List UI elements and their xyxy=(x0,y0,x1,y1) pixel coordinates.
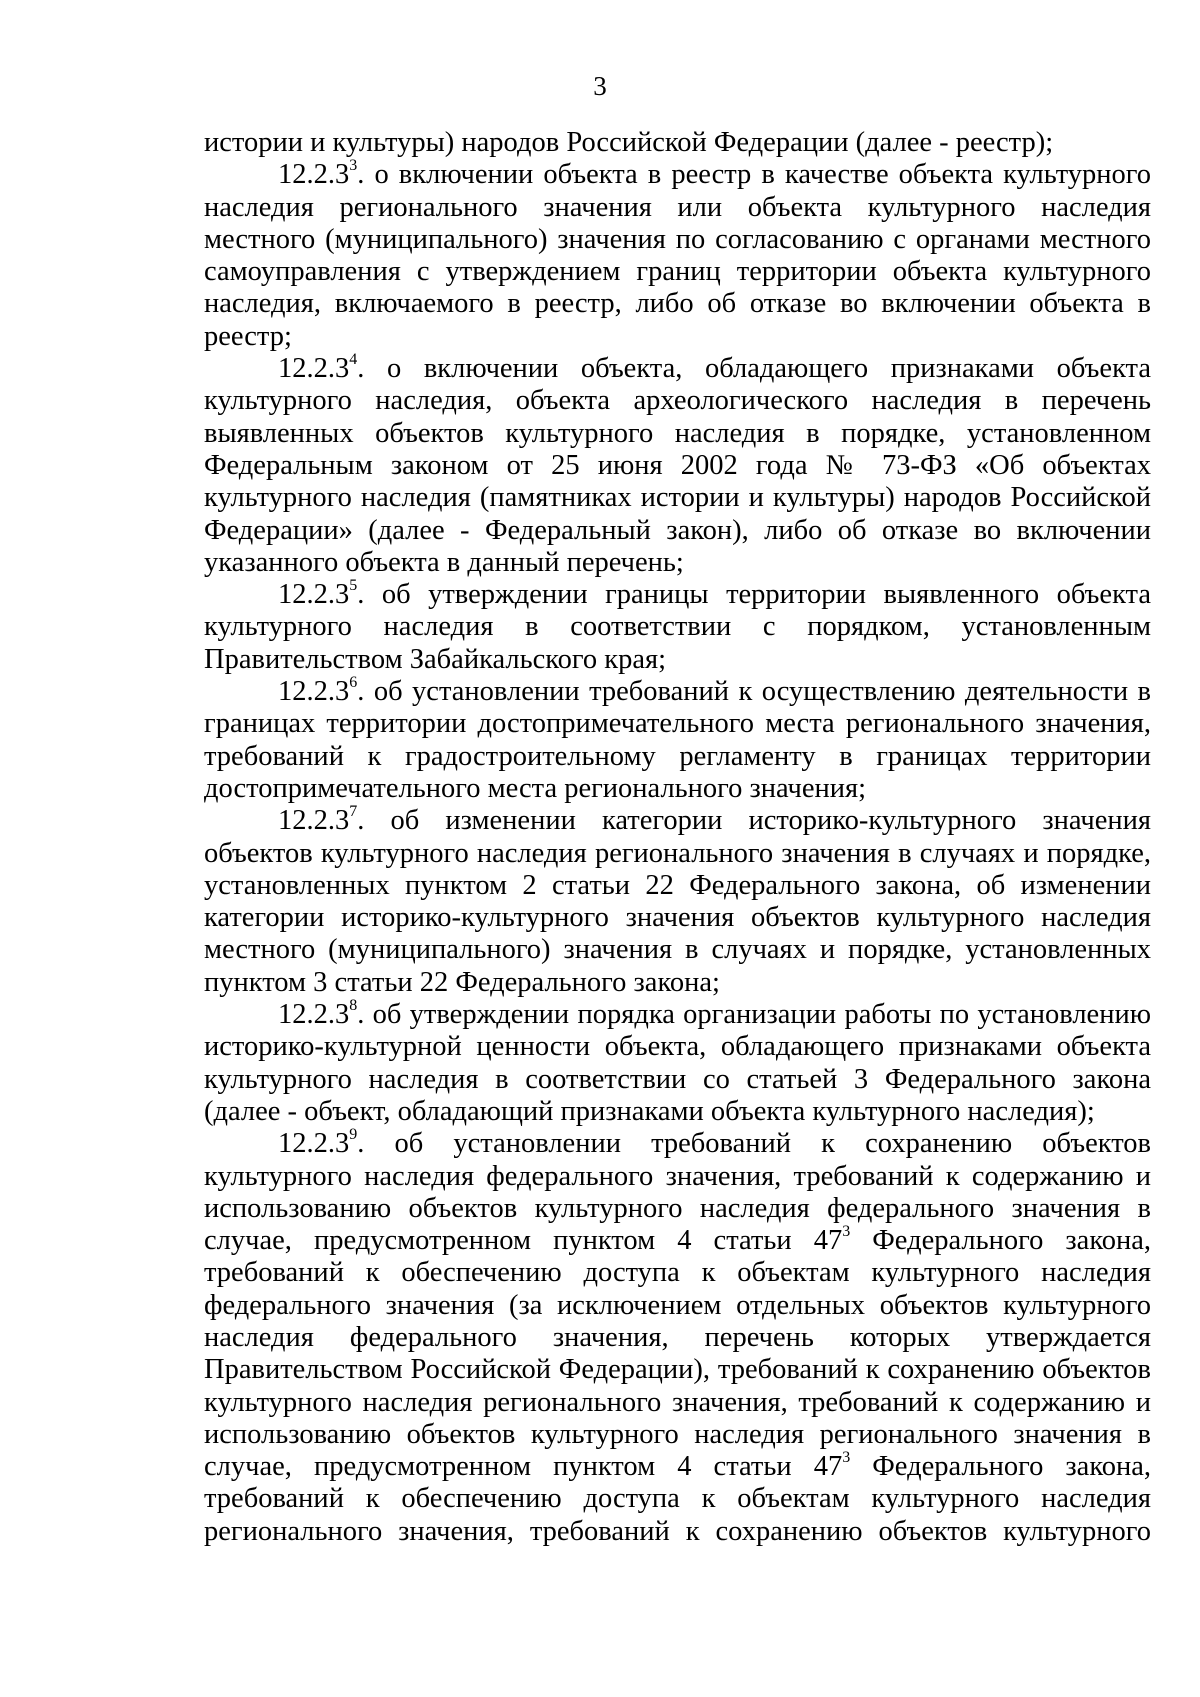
text-line: достопримечательного места регионального значения; xyxy=(204,772,867,804)
text-line: выявленных объектов культурного наследия в порядке, установленном xyxy=(204,417,1151,449)
text-line: культурного наследия регионального значения, требований к содержанию и xyxy=(204,1386,1151,1418)
text-line: истории и культуры) народов Российской Федерации (далее - реестр); xyxy=(204,127,1054,158)
text-line: 12.2.3$^4$. о включении объекта, обладающего признаками объекта xyxy=(278,350,1151,385)
text-line: случае, предусмотренном пунктом 4 статьи $47^3$ Федерального закона, xyxy=(204,1222,1151,1257)
text-line: Федерации» (далее - Федеральный закон), либо об отказе во включении xyxy=(204,514,1151,546)
text-line: культурного наследия федерального значения, требований к содержанию и xyxy=(204,1160,1151,1192)
text-line: 12.2.3$^8$. об утверждении порядка организации работы по установлению xyxy=(278,996,1151,1031)
text-line: объектов культурного наследия регионального значения в случаях и порядке, xyxy=(204,837,1151,869)
text-line: Правительством Забайкальского края; xyxy=(204,643,667,675)
text-line: наследия регионального значения или объекта культурного наследия xyxy=(204,191,1151,223)
text-line: реестр; xyxy=(204,320,292,352)
text-line: 12.2.3$^6$. об установлении требований к осуществлению деятельности в xyxy=(278,673,1151,708)
superscript: 7 xyxy=(349,802,358,820)
text-line: 12.2.3$^9$. об установлении требований к сохранению объектов xyxy=(278,1125,1151,1160)
text-line: границах территории достопримечательного места регионального значения, xyxy=(204,708,1151,740)
text-line: 12.2.3$^7$. об изменении категории историко-культурного значения xyxy=(278,802,1151,837)
superscript: 9 xyxy=(349,1125,358,1143)
text-line: (далее - объект, обладающий признаками объекта культурного наследия); xyxy=(204,1095,1095,1127)
superscript: 8 xyxy=(349,996,358,1014)
text-line: установленных пунктом 2 статьи 22 Федерального закона, об изменении xyxy=(204,869,1151,901)
text-line: использованию объектов культурного наследия регионального значения в xyxy=(204,1418,1151,1450)
text-line: культурного наследия, объекта археологического наследия в перечень xyxy=(204,385,1151,417)
text-line: культурного наследия в соответствии со статьей 3 Федерального закона xyxy=(204,1063,1151,1095)
page-number: 3 xyxy=(593,71,607,101)
text-line: самоуправления с утверждением границ территории объекта культурного xyxy=(204,256,1151,288)
text-line: Правительством Российской Федерации), требований к сохранению объектов xyxy=(204,1354,1151,1386)
text-line: местного (муниципального) значения в случаях и порядке, установленных xyxy=(204,934,1151,966)
text-line: 12.2.3$^5$. об утверждении границы территории выявленного объекта xyxy=(278,576,1151,611)
text-line: местного (муниципального) значения по согласованию с органами местного xyxy=(204,223,1151,255)
text-line: наследия федерального значения, перечень которых утверждается xyxy=(204,1321,1151,1353)
text-line: случае, предусмотренном пунктом 4 статьи $47^3$ Федерального закона, xyxy=(204,1448,1151,1483)
text-line: категории историко-культурного значения объектов культурного наследия xyxy=(204,902,1151,934)
text-line: требований к обеспечению доступа к объектам культурного наследия xyxy=(204,1483,1151,1515)
text-line: регионального значения, требований к сохранению объектов культурного xyxy=(204,1515,1151,1547)
text-line: 12.2.3$^3$. о включении объекта в реестр в качестве объекта культурного xyxy=(278,156,1151,191)
superscript: 3 xyxy=(842,1222,851,1240)
text-line: культурного наследия (памятниках истории и культуры) народов Российской xyxy=(204,482,1151,514)
text-line: Федеральным законом от 25 июня 2002 года № 73-ФЗ «Об объектах xyxy=(204,449,1151,481)
text-line: требований к градостроительному регламенту в границах территории xyxy=(204,740,1151,772)
superscript: 3 xyxy=(349,156,358,174)
superscript: 5 xyxy=(349,576,358,594)
superscript: 6 xyxy=(349,673,358,691)
text-line: федерального значения (за исключением отдельных объектов культурного xyxy=(204,1289,1151,1321)
superscript: 3 xyxy=(842,1448,851,1466)
text-line: указанного объекта в данный перечень; xyxy=(204,546,684,578)
text-line: использованию объектов культурного наследия федерального значения в xyxy=(204,1192,1151,1224)
superscript: 4 xyxy=(349,350,358,368)
text-line: пунктом 3 статьи 22 Федерального закона; xyxy=(204,966,720,998)
text-line: требований к обеспечению доступа к объектам культурного наследия xyxy=(204,1257,1151,1289)
text-line: наследия, включаемого в реестр, либо об отказе во включении объекта в xyxy=(204,288,1151,320)
text-line: историко-культурной ценности объекта, обладающего признаками объекта xyxy=(204,1031,1151,1063)
document-body xyxy=(204,127,1151,1548)
text-line: культурного наследия в соответствии с порядком, установленным xyxy=(204,611,1151,643)
